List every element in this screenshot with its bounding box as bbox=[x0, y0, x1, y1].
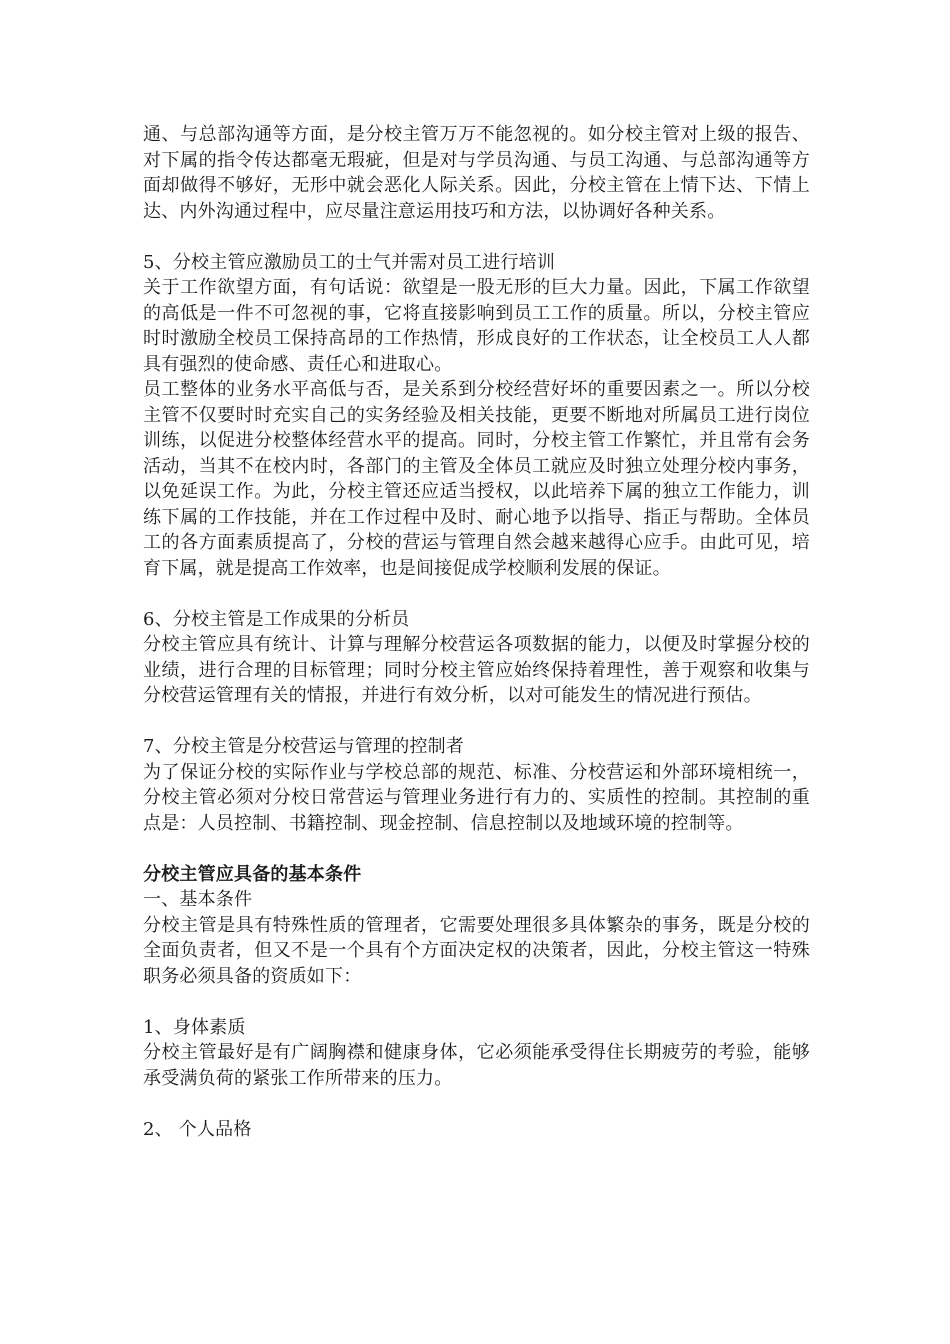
blank-line bbox=[143, 224, 810, 250]
blank-line bbox=[143, 581, 810, 607]
heading-item-6: 6、分校主管是工作成果的分析员 bbox=[143, 608, 410, 630]
paragraph-physical-quality: 分校主管最好是有广阔胸襟和健康身体，它必须能承受得住长期疲劳的考验，能够承受满负荷的紧张工作所带来的压力。 bbox=[143, 1042, 810, 1089]
paragraph-qualifications: 分校主管是具有特殊性质的管理者，它需要处理很多具体繁杂的事务，既是分校的全面负责者，但又不是一个具有个方面决定权的决策者，因此，分校主管这一特殊职务必须具备的资质如下： bbox=[143, 914, 810, 987]
paragraph-motivation: 关于工作欲望方面，有句话说：欲望是一股无形的巨大力量。因此，下属工作欲望的高低是一件不可忽视的事，它将直接影响到员工工作的质量。所以，分校主管应时时激励全校员工保持高昂的工作热情，形成良好的工作状态，让全校员工人人都具有强烈的使命感、责任心和进取心。 bbox=[143, 277, 810, 375]
blank-line bbox=[143, 989, 810, 1015]
paragraph-control: 为了保证分校的实际作业与学校总部的规范、标准、分校营运和外部环境相统一，分校主管必须对分校日常营运与管理业务进行有力的、实质性的控制。其控制的重点是：人员控制、书籍控制、现金控制、信息控制以及地域环境的控制等。 bbox=[143, 761, 810, 834]
heading-item-5: 5、分校主管应激励员工的士气并需对员工进行培训 bbox=[143, 251, 556, 273]
document-page bbox=[143, 122, 810, 1142]
subheading-basic-conditions: 一、基本条件 bbox=[143, 889, 253, 910]
heading-item-7: 7、分校主管是分校营运与管理的控制者 bbox=[143, 736, 465, 757]
section-title: 分校主管应具备的基本条件 bbox=[143, 863, 362, 885]
paragraph-training: 员工整体的业务水平高低与否，是关系到分校经营好坏的重要因素之一。所以分校主管不仅要时时充实自己的实务经验及相关技能，更要不断地对所属员工进行岗位训练，以促进分校整体经营水平的提高。同时，分校主管工作繁忙，并且常有会务活动，当其不在校内时，各部门的主管及全体员工就应及时独立处理分校内事务，以免延误工作。为此，分校主管还应适当授权，以此培养下属的独立工作能力，训练下属的工作技能，并在工作过程中及时、耐心地予以指导、指正与帮助。全体员工的各方面素质提高了，分校的营运与管理自然会越来越得心应手。由此可见，培育下属，就是提高工作效率，也是间接促成学校顺利发展的保证。 bbox=[143, 379, 810, 579]
heading-physical-quality: 1、身体素质 bbox=[143, 1016, 246, 1038]
paragraph-analysis: 分校主管应具有统计、计算与理解分校营运各项数据的能力，以便及时掌握分校的业绩，进行合理的目标管理；同时分校主管应始终保持着理性，善于观察和收集与分校营运管理有关的情报，并进行有效分析，以对可能发生的情况进行预估。 bbox=[143, 634, 810, 706]
blank-line bbox=[143, 709, 810, 735]
paragraph-communication: 通、与总部沟通等方面，是分校主管万万不能忽视的。如分校主管对上级的报告、对下属的指令传达都毫无瑕疵，但是对与学员沟通、与员工沟通、与总部沟通等方面却做得不够好，无形中就会恶化人际关系。因此，分校主管在上情下达、下情上达、内外沟通过程中，应尽量注意运用技巧和方法，以协调好各种关系。 bbox=[143, 124, 810, 222]
blank-line bbox=[143, 836, 810, 862]
blank-line bbox=[143, 1091, 810, 1117]
heading-personal-character: 2、 个人品格 bbox=[143, 1118, 252, 1140]
